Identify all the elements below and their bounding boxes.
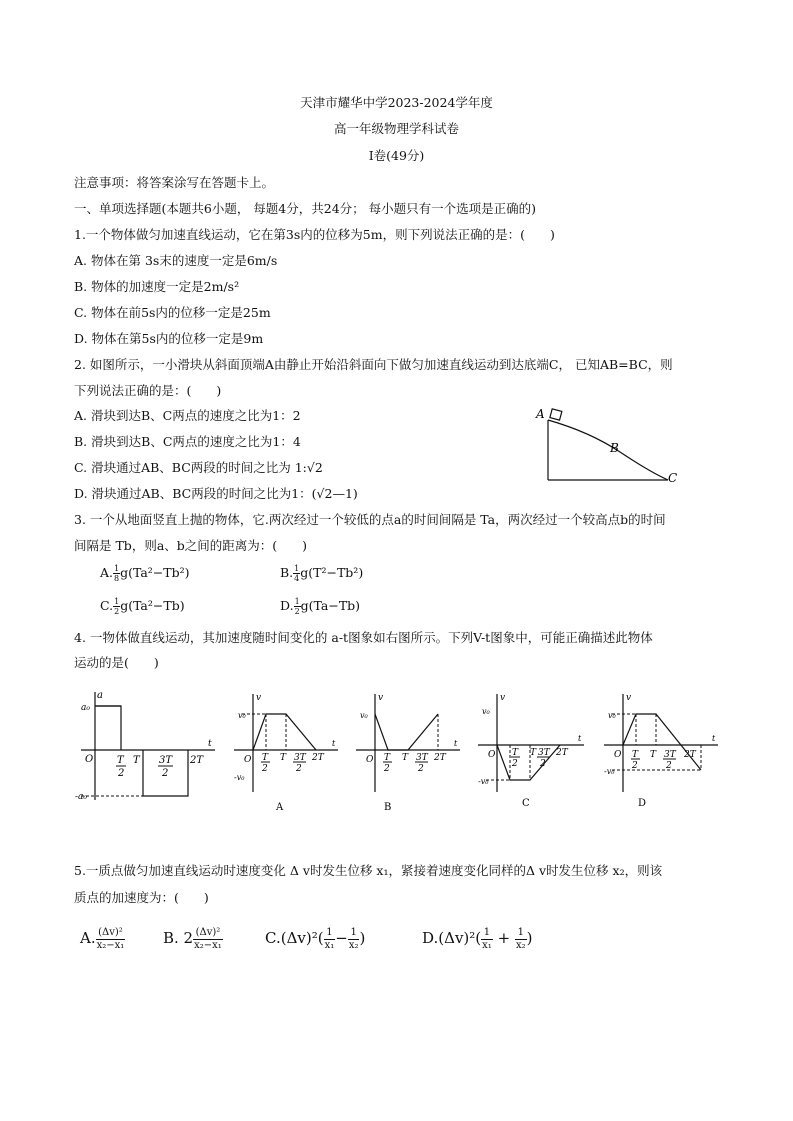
svg-text:T: T <box>133 755 140 766</box>
option-a-label: A <box>276 802 284 813</box>
svg-text:2T: 2T <box>312 753 324 763</box>
q3-a-frac: $\frac{1}{8}$ <box>114 564 120 583</box>
svg-text:3T: 3T <box>159 755 173 766</box>
svg-text:T: T <box>280 753 287 763</box>
svg-text:-v₀: -v₀ <box>234 773 245 782</box>
q3-option-d: D. $\frac{1}{2}$ g(Ta−Tb) <box>280 597 361 616</box>
exam-title: 高一年级物理学科试卷 <box>333 121 459 136</box>
q1-option-a: A. 物体在第 3s末的速度一定是6m/s <box>74 253 278 268</box>
v-t-graph-c <box>472 690 590 815</box>
svg-text:O: O <box>488 750 496 760</box>
v-t-graph-a <box>228 690 343 815</box>
v-t-graph-b <box>350 690 465 815</box>
a-t-graph <box>75 688 220 806</box>
svg-text:3T: 3T <box>538 748 550 758</box>
point-a-label: A <box>536 407 545 421</box>
option-d-label: D <box>638 798 647 809</box>
svg-text:v₀: v₀ <box>608 711 616 720</box>
svg-text:2: 2 <box>118 768 125 779</box>
svg-text:3T: 3T <box>294 753 306 763</box>
svg-text:v: v <box>378 693 384 703</box>
svg-text:O: O <box>85 754 94 765</box>
q2-option-c: C. 滑块通过AB、BC两段的时间之比为 1:√2 <box>74 460 323 475</box>
q2-stem-line2: 下列说法正确的是：( ) <box>74 383 222 398</box>
svg-text:2T: 2T <box>684 750 696 760</box>
svg-text:v₀: v₀ <box>482 707 490 716</box>
q2-stem-line1: 2. 如图所示，一小滑块从斜面顶端A由静止开始沿斜面向下做匀加速直线运动到达底端C， 已知AB=BC，则 <box>74 357 673 372</box>
q2-option-b: B. 滑块到达B、C两点的速度之比为1：4 <box>74 434 301 449</box>
svg-text:2: 2 <box>418 764 424 774</box>
option-c-label: C <box>522 798 530 809</box>
svg-text:2: 2 <box>296 764 302 774</box>
svg-text:2: 2 <box>512 759 518 769</box>
notice: 注意事项：将答案涂写在答题卡上。 <box>74 175 275 190</box>
svg-text:v₀: v₀ <box>360 711 368 720</box>
q1-option-d: D. 物体在第5s内的位移一定是9m <box>74 331 264 346</box>
svg-text:T: T <box>530 748 537 758</box>
volume-title: Ⅰ卷(49分) <box>368 148 425 163</box>
q3-stem-line1: 3. 一个从地面竖直上抛的物体，它.两次经过一个较低的点a的时间间隔是 Ta，两次经过一个较高点b的时间 <box>74 512 666 527</box>
svg-text:O: O <box>244 755 252 765</box>
svg-text:t: t <box>578 734 582 743</box>
q1-option-c: C. 物体在前5s内的位移一定是25m <box>74 305 271 320</box>
svg-text:T: T <box>632 750 639 760</box>
svg-text:v: v <box>256 693 262 703</box>
q1-stem: 1.一个物体做匀加速直线运动，它在第3s内的位移为5m，则下列说法正确的是：( ) <box>74 227 555 242</box>
svg-text:O: O <box>366 755 374 765</box>
q3-option-b: B. $\frac{1}{4}$ g(T²−Tb²) <box>280 564 364 583</box>
q2-option-d: D. 滑块通过AB、BC两段的时间之比为1：(√2—1) <box>74 486 358 501</box>
svg-text:T: T <box>512 748 519 758</box>
svg-text:2: 2 <box>540 759 546 769</box>
svg-text:T: T <box>262 753 269 763</box>
q4-stem-line1: 4. 一物体做直线运动，其加速度随时间变化的 a-t图象如右图所示。下列V-t图象中，可能正确描述此物体 <box>74 630 653 645</box>
svg-text:2: 2 <box>384 764 390 774</box>
q5-stem-line1: 5.一质点做匀加速直线运动时速度变化 Δ v时发生位移 x₁，紧接着速度变化同样的Δ v时发生位移 x₂，则该 <box>74 863 663 878</box>
q3-stem-line2: 间隔是 Tb，则a、b之间的距离为：( ) <box>74 538 308 553</box>
svg-text:2T: 2T <box>556 748 568 758</box>
q4-stem-line2: 运动的是( ) <box>74 655 159 670</box>
svg-text:-a₀: -a₀ <box>75 792 88 802</box>
point-b-label: B <box>610 441 619 455</box>
v-t-graph-d <box>598 690 723 815</box>
q2-option-a: A. 滑块到达B、C两点的速度之比为1：2 <box>74 408 301 423</box>
q1-option-b: B. 物体的加速度一定是2m/s² <box>74 279 240 294</box>
point-c-label: C <box>668 471 678 485</box>
svg-text:-v₀: -v₀ <box>478 777 489 786</box>
svg-text:t: t <box>712 734 716 743</box>
svg-text:T: T <box>117 755 124 766</box>
svg-text:2: 2 <box>666 761 672 771</box>
q5-option-c: C.(Δv)²( $\frac{1}{\text{x₁}}$ − $\frac{1}{\text{x₂}}$ ) <box>265 926 366 951</box>
q3-a-expr: g(Ta²−Tb²) <box>120 565 190 580</box>
svg-text:v: v <box>626 693 632 703</box>
svg-text:a: a <box>97 690 103 701</box>
svg-text:O: O <box>614 750 622 760</box>
svg-text:-v₀: -v₀ <box>604 767 615 776</box>
svg-text:T: T <box>384 753 391 763</box>
svg-text:3T: 3T <box>664 750 676 760</box>
q3-option-a <box>100 564 190 583</box>
svg-text:2: 2 <box>632 761 638 771</box>
svg-text:t: t <box>208 739 212 749</box>
q3-a-label: A. <box>100 565 114 580</box>
q5-option-a: A. $\frac{\text{(Δv)²}}{\text{x₂−x₁}}$ <box>80 926 125 951</box>
incline-figure <box>530 402 690 488</box>
svg-text:v₀: v₀ <box>238 711 246 720</box>
svg-text:a₀: a₀ <box>81 703 90 713</box>
svg-text:t: t <box>454 739 458 748</box>
q5-stem-line2: 质点的加速度为：( ) <box>74 890 209 905</box>
svg-text:T: T <box>650 750 657 760</box>
svg-text:2T: 2T <box>190 755 204 766</box>
svg-text:2: 2 <box>162 768 169 779</box>
q5-option-b: B. 2 $\frac{\text{(Δv)²}}{\text{x₂−x₁}}$ <box>163 926 222 951</box>
svg-text:2: 2 <box>262 764 268 774</box>
svg-text:v: v <box>500 693 506 703</box>
q5-option-d: D.(Δv)²( $\frac{1}{\text{x₁}}$ + $\frac{1}{\text{x₂}}$ ) <box>422 926 533 951</box>
option-b-label: B <box>384 802 392 813</box>
q3-option-c: C. $\frac{1}{2}$ g(Ta²−Tb) <box>100 597 185 616</box>
section-heading: 一、单项选择题(本题共6小题， 每题4分，共24分； 每小题只有一个选项是正确的) <box>74 201 537 216</box>
svg-text:2T: 2T <box>434 753 446 763</box>
svg-text:3T: 3T <box>416 753 428 763</box>
svg-text:t: t <box>332 739 336 748</box>
school-title: 天津市耀华中学2023-2024学年度 <box>300 95 493 110</box>
svg-text:T: T <box>402 753 409 763</box>
